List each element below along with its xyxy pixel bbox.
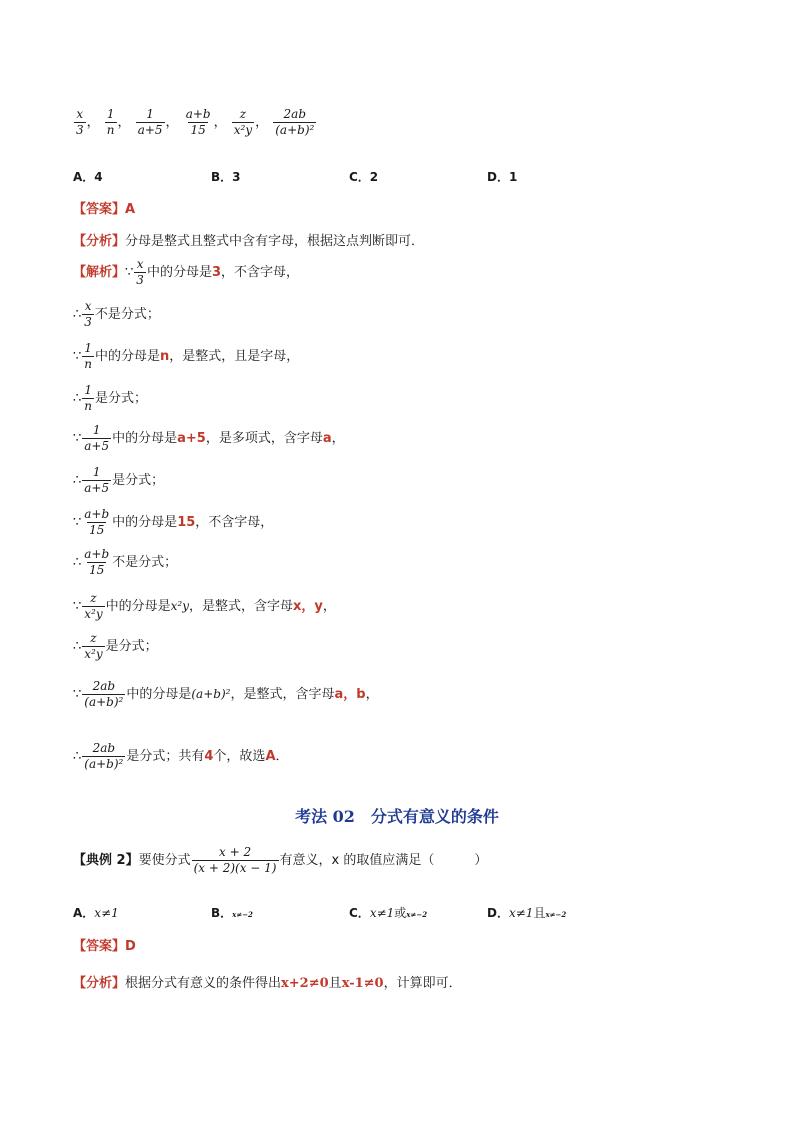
solution-line-3: ∵ $\frac{1}{n}$ 中的分母是n，是整式，且是字母，	[73, 341, 300, 372]
option-2-d: D．x≠1且x≠−2	[487, 906, 567, 920]
fraction-2ab-over-a-plus-b-squared: $\frac{2ab}{\text{(a+b)²}}$	[275, 107, 315, 138]
section-code: 考法 02	[295, 807, 355, 826]
solution-line-2: ∴ $\frac{x}{3}$ 不是分式；	[73, 299, 160, 330]
solution-line-6: ∴ $\frac{1}{a+5}$ 是分式；	[73, 465, 165, 496]
solution-line-11: ∵ $\frac{2ab}{\text{(a+b)²}}$ 中的分母是(a+b)²，是整式，含字母a，b，	[73, 679, 379, 710]
option-2-b: B．x≠−2	[211, 906, 253, 920]
analysis-line: 【分析】分母是整式且整式中含有字母，根据这点判断即可．	[73, 234, 425, 249]
expression-list: $\frac{x}{3}$ ， $\frac{1}{n}$ ， $\frac{1}{a+5}$ ， $\frac{a+b}{15}$ ， $\frac{z}{\text{x²y}}$ ， $\frac{2ab}{\text{(a+b)²}}$	[76, 107, 315, 138]
solution-line-7: ∵ $\frac{a+b}{15}$ 中的分母是15，不含字母，	[73, 507, 274, 538]
fraction-1-over-a-plus-5: $\frac{1}{a+5}$	[137, 107, 163, 138]
answer-2-line: 【答案】D	[73, 939, 136, 954]
solution-line-8: ∴ $\frac{a+b}{15}$ 不是分式；	[73, 547, 178, 578]
option-c: C．2	[349, 170, 379, 184]
option-2-a: A．x≠1	[73, 906, 119, 920]
fraction-a-plus-b-over-15: $\frac{a+b}{15}$	[185, 107, 211, 138]
fraction-x-over-3: $\frac{x}{3}$	[76, 107, 84, 138]
section-title: 分式有意义的条件	[370, 807, 499, 826]
solution-line-10: ∴ $\frac{z}{\text{x²y}}$ 是分式；	[73, 631, 158, 662]
solution-line-5: ∵ $\frac{1}{a+5}$ 中的分母是a+5，是多项式，含字母a，	[73, 423, 345, 454]
option-d: D．1	[487, 170, 518, 184]
option-b: B．3	[211, 170, 241, 184]
analysis-2-line: 【分析】根据分式有意义的条件得出x+2≠0且x-1≠0，计算即可．	[73, 976, 462, 991]
option-a: A．4	[73, 170, 103, 184]
solution-line-9: ∵ $\frac{z}{\text{x²y}}$ 中的分母是x²y，是整式，含字母x，y，	[73, 591, 336, 622]
answer-line: 【答案】A	[73, 202, 136, 217]
solution-line-1: 【解析】∵ $\frac{x}{3}$ 中的分母是3，不含字母，	[73, 257, 300, 288]
example-2-fraction: $\frac{x + 2}{(x + 2)(x - 1)}$	[193, 845, 277, 876]
example-2-question: 【典例 2】要使分式 $\frac{x + 2}{(x + 2)(x - 1)}$ 有意义，x 的取值应满足（ ）	[73, 845, 488, 876]
fraction-1-over-n: $\frac{1}{n}$	[106, 107, 115, 138]
section-heading	[0, 804, 794, 827]
solution-line-12: ∴ $\frac{2ab}{\text{(a+b)²}}$ 是分式；共有4个，故选A．	[73, 741, 289, 772]
fraction-z-over-x2y: $\frac{z}{\text{x²y}}$	[233, 107, 253, 138]
option-2-c: C．x≠1或x≠−2	[349, 906, 428, 920]
solution-line-4: ∴ $\frac{1}{n}$ 是分式；	[73, 383, 148, 414]
